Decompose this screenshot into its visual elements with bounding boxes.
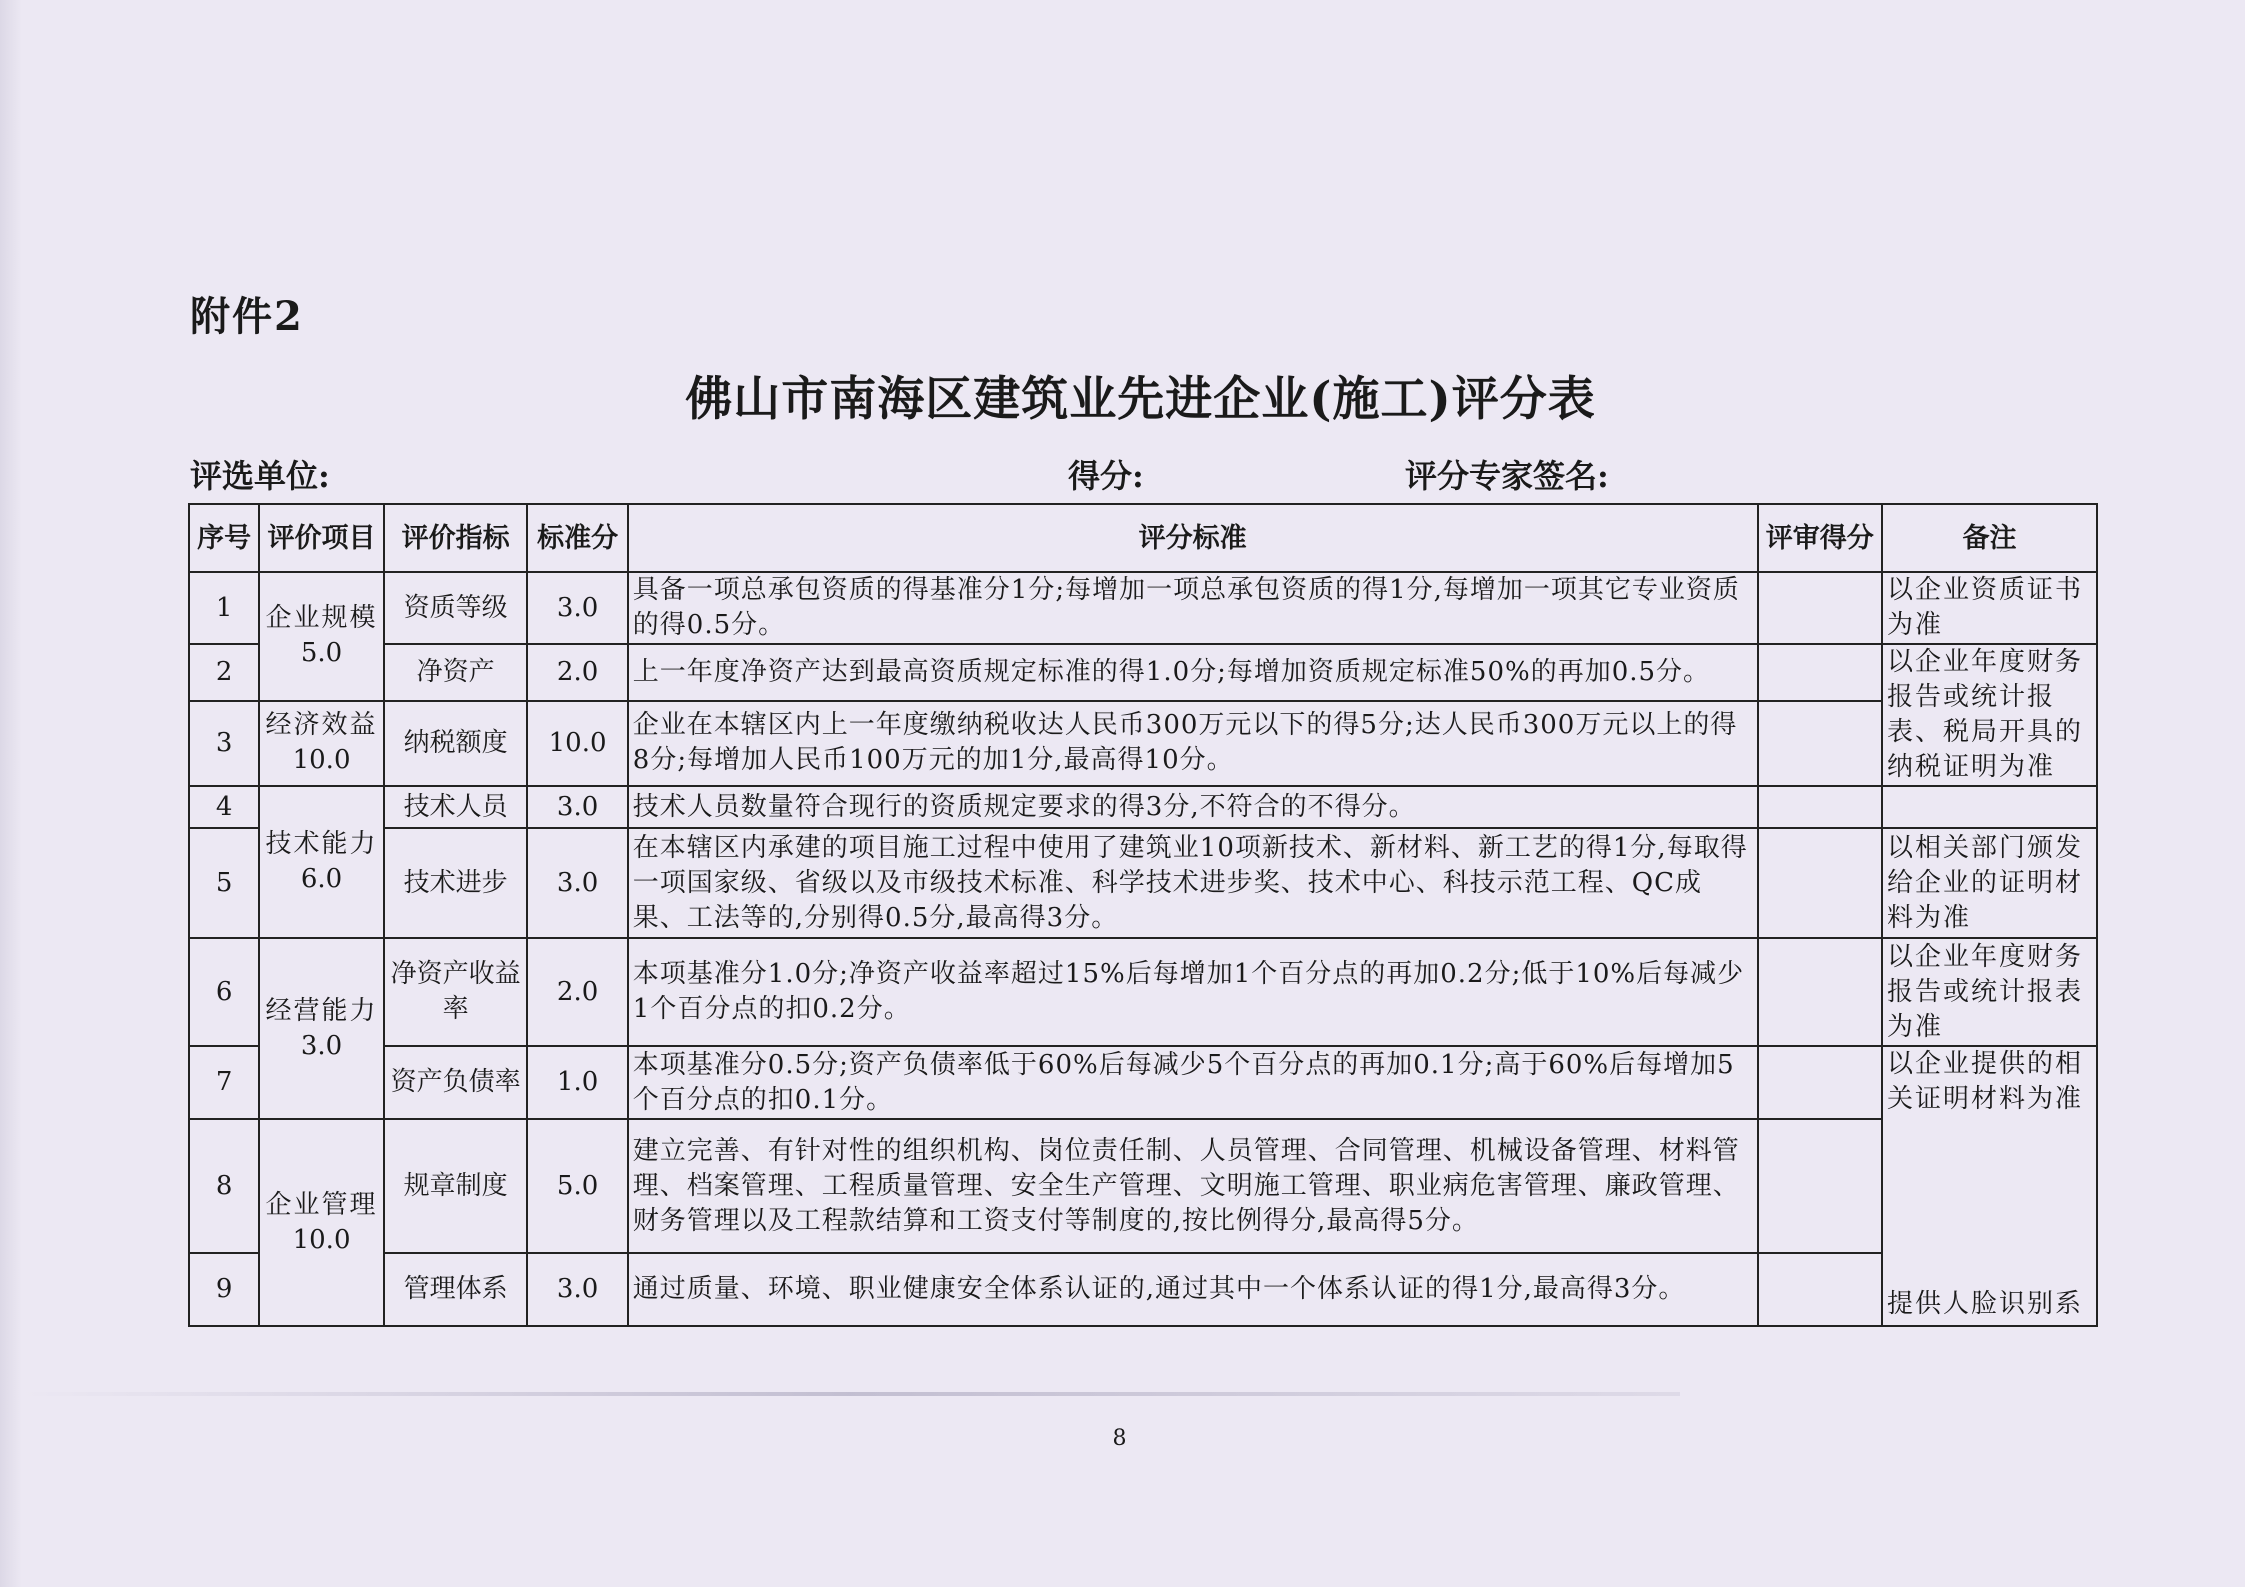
remark-text: 以企业提供的相关证明材料为准	[1887, 1049, 2084, 1114]
item-cell	[259, 701, 384, 786]
score-label: 得分:	[1068, 457, 1144, 495]
remark-cell: 以企业年度财务报告或统计报表、税局开具的纳税证明为准	[1882, 644, 2097, 786]
item-cell	[259, 938, 384, 1119]
standard-score-cell: 3.0	[527, 786, 627, 828]
item-score: 5.0	[300, 638, 343, 669]
item-name: 技术能力	[265, 829, 378, 859]
row-number: 8	[189, 1119, 259, 1253]
table-row	[189, 1046, 2097, 1119]
table-row	[189, 1119, 2097, 1253]
table-row	[189, 938, 2097, 1046]
indicator-cell: 技术人员	[384, 786, 528, 828]
review-score-cell	[1758, 1046, 1883, 1119]
indicator-cell: 净资产	[384, 644, 528, 701]
criteria-cell: 技术人员数量符合现行的资质规定要求的得3分,不符合的不得分。	[628, 786, 1758, 828]
review-score-cell	[1758, 572, 1883, 644]
row-number: 3	[189, 701, 259, 786]
item-name: 企业规模	[265, 603, 378, 634]
page-number: 8	[1112, 1426, 1127, 1451]
standard-score-cell: 1.0	[527, 1046, 627, 1119]
criteria-cell: 企业在本辖区内上一年度缴纳税收达人民币300万元以下的得5分;达人民币300万元以上的得8分;每增加人民币100万元的加1分,最高得10分。	[628, 701, 1758, 786]
item-score: 6.0	[300, 864, 343, 894]
indicator-cell: 纳税额度	[384, 701, 528, 786]
standard-score-cell: 10.0	[527, 701, 627, 786]
table-row	[189, 1253, 2097, 1326]
indicator-cell: 净资产收益率	[384, 938, 528, 1046]
remark-spacer	[1887, 1117, 2092, 1287]
criteria-cell: 上一年度净资产达到最高资质规定标准的得1.0分;每增加资质规定标准50%的再加0.5分。	[628, 644, 1758, 701]
table-row	[189, 572, 2097, 644]
item-cell	[259, 786, 384, 938]
standard-score-cell: 3.0	[527, 828, 627, 938]
review-score-cell	[1758, 786, 1883, 828]
row-number: 1	[189, 572, 259, 644]
item-cell	[259, 1119, 384, 1326]
review-score-cell	[1758, 938, 1883, 1046]
item-name: 企业管理	[265, 1189, 378, 1220]
review-score-cell	[1758, 828, 1883, 938]
header-indicator: 评价指标	[384, 504, 528, 572]
criteria-cell: 建立完善、有针对性的组织机构、岗位责任制、人员管理、合同管理、机械设备管理、材料管理、档案管理、工程质量管理、安全生产管理、文明施工管理、职业病危害管理、廉政管理、财务管理以及工程款结算和工资支付等制度的,按比例得分,最高得5分。	[628, 1119, 1758, 1253]
table-row	[189, 786, 2097, 828]
remark-cell	[1882, 1046, 2097, 1326]
item-name: 经营能力	[265, 995, 378, 1026]
table-row	[189, 701, 2097, 786]
scan-edge-shade	[0, 0, 22, 1587]
unit-label: 评选单位:	[190, 457, 330, 495]
review-score-cell	[1758, 644, 1883, 701]
row-number: 2	[189, 644, 259, 701]
header-criteria: 评分标准	[628, 504, 1758, 572]
item-score: 3.0	[300, 1030, 343, 1061]
remark-cell: 以企业年度财务报告或统计报表为准	[1882, 938, 2097, 1046]
table-header-row	[189, 504, 2097, 572]
criteria-cell: 在本辖区内承建的项目施工过程中使用了建筑业10项新技术、新材料、新工艺的得1分,每取得一项国家级、省级以及市级技术标准、科学技术进步奖、技术中心、科技示范工程、QC成果、工法等的,分别得0.5分,最高得3分。	[628, 828, 1758, 938]
table-row	[189, 828, 2097, 938]
review-score-cell	[1758, 1119, 1883, 1253]
header-no: 序号	[189, 504, 259, 572]
item-score: 10.0	[292, 1224, 351, 1255]
scoring-table	[188, 503, 2098, 1327]
indicator-cell: 管理体系	[384, 1253, 528, 1326]
criteria-cell: 本项基准分0.5分;资产负债率低于60%后每减少5个百分点的再加0.1分;高于60%后每增加5个百分点的扣0.1分。	[628, 1046, 1758, 1119]
header-standard-score: 标准分	[527, 504, 627, 572]
indicator-cell: 技术进步	[384, 828, 528, 938]
row-number: 6	[189, 938, 259, 1046]
standard-score-cell: 3.0	[527, 1253, 627, 1326]
expert-signature-label: 评分专家签名:	[1405, 457, 1609, 495]
attachment-label: 附件2	[190, 293, 304, 340]
remark-cell: 以企业资质证书为准	[1882, 572, 2097, 644]
standard-score-cell: 2.0	[527, 644, 627, 701]
row-number: 9	[189, 1253, 259, 1326]
criteria-cell: 本项基准分1.0分;净资产收益率超过15%后每增加1个百分点的再加0.2分;低于10%后每减少1个百分点的扣0.2分。	[628, 938, 1758, 1046]
remark-cell: 以相关部门颁发给企业的证明材料为准	[1882, 828, 2097, 938]
indicator-cell: 规章制度	[384, 1119, 528, 1253]
document-title: 佛山市南海区建筑业先进企业(施工)评分表	[685, 372, 1596, 427]
row-number: 5	[189, 828, 259, 938]
criteria-cell: 具备一项总承包资质的得基准分1分;每增加一项总承包资质的得1分,每增加一项其它专业资质的得0.5分。	[628, 572, 1758, 644]
item-cell	[259, 572, 384, 701]
remark-text: 提供人脸识别系	[1887, 1289, 2084, 1319]
criteria-cell: 通过质量、环境、职业健康安全体系认证的,通过其中一个体系认证的得1分,最高得3分。	[628, 1253, 1758, 1326]
row-number: 4	[189, 786, 259, 828]
scan-artifact-line	[20, 1392, 1680, 1396]
remark-cell	[1882, 786, 2097, 828]
row-number: 7	[189, 1046, 259, 1119]
item-name: 经济效益	[265, 710, 378, 741]
indicator-cell: 资产负债率	[384, 1046, 528, 1119]
standard-score-cell: 5.0	[527, 1119, 627, 1253]
table-row	[189, 644, 2097, 701]
header-remarks: 备注	[1882, 504, 2097, 572]
item-score: 10.0	[292, 745, 351, 776]
standard-score-cell: 2.0	[527, 938, 627, 1046]
review-score-cell	[1758, 1253, 1883, 1326]
standard-score-cell: 3.0	[527, 572, 627, 644]
indicator-cell: 资质等级	[384, 572, 528, 644]
header-review-score: 评审得分	[1758, 504, 1883, 572]
header-item: 评价项目	[259, 504, 384, 572]
review-score-cell	[1758, 701, 1883, 786]
